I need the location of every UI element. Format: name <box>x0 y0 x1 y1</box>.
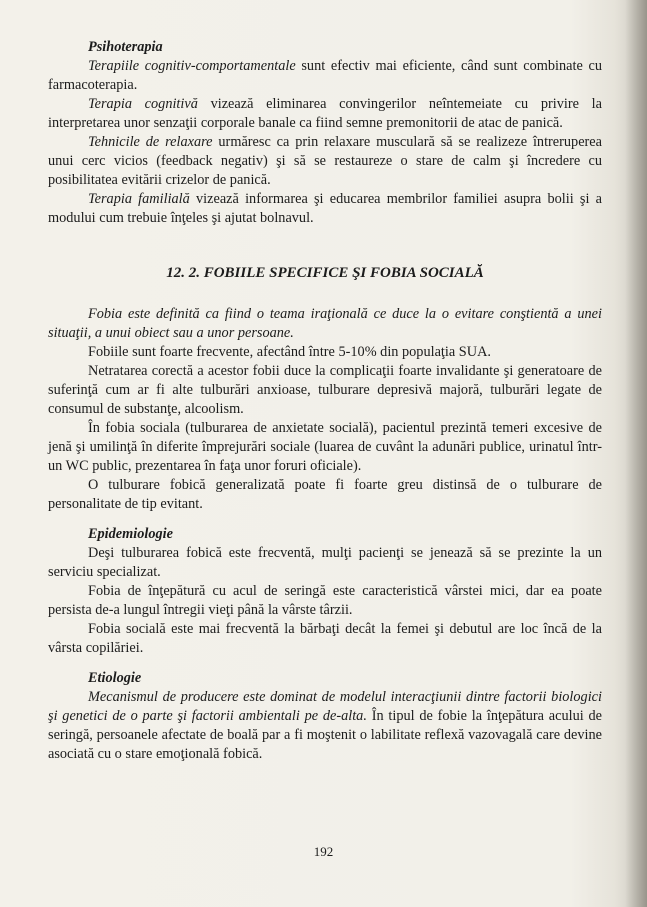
paragraph-relaxation-text: urmăresc ca prin relaxare musculară să se realizeze întreruperea unui cerc vicios (feedback negativ) şi să se restaureze o stare de calm şi încredere cu posibilitatea evitării crizelor de panică. <box>48 134 603 188</box>
etiology-mechanism: Mecanismul de producere este dominat de modelul interacţiunii dintre factorii biologici şi genetici de o parte şi factorii ambientali pe de-alta. <box>48 689 602 724</box>
page-edge-shadow <box>625 0 647 907</box>
term-family-therapy: Terapia familială <box>88 191 190 207</box>
paragraph-complications: Netratarea corectă a acestor fobii duce la complicaţii foarte invalidante şi generatoare de suferinţă cum ar fi alte tulburări anxioase, tulburare depresivă majoră, tulburări legate de consumul de substanţe, alcoolism. <box>48 363 602 417</box>
page-content <box>48 38 602 764</box>
section-title: 12. 2. FOBIILE SPECIFICE ŞI FOBIA SOCIALĂ <box>166 265 484 281</box>
paragraph-phobia-definition: Fobia este definită ca fiind o teama iraţională ce duce la o evitare conştientă a unei situaţii, a unui obiect sau a unor persoane. <box>48 306 602 341</box>
paragraph-cognitive-therapy-text: vizează eliminarea convingerilor neîntemeiate cu privire la interpretarea unor senzaţii corporale banale ca fiind semne premonitorii de atac de panică. <box>48 96 602 131</box>
paragraph-epidemiology-2: Fobia de înţepătură cu acul de seringă este caracteristică vârstei mici, dar ea poate persista de-a lungul întregii vieţi până la vârste târzii. <box>48 583 602 618</box>
paragraph-family-therapy <box>48 190 602 228</box>
paragraph-cbt <box>48 57 602 95</box>
term-relaxation: Tehnicile de relaxare <box>88 134 213 150</box>
paragraph-relaxation <box>48 133 602 190</box>
paragraph-etiology-text: În tipul de fobie la înţepătura acului de seringă, persoanele afectate de boală par a fi moştenit o labilitate reflexă vazovagală care devine asociată cu o stare emoţională fobică. <box>48 708 603 762</box>
heading-epidemiologie: Epidemiologie <box>88 526 173 542</box>
paragraph-family-therapy-text: vizează informarea şi educarea membrilor familiei asupra bolii şi a modului cum trebuie înţeles şi ajutat bolnavul. <box>48 191 603 226</box>
term-cognitive-therapy: Terapia cognitivă <box>88 96 198 112</box>
paragraph-epidemiology-1: Deşi tulburarea fobică este frecventă, mulţi pacienţi se jenează să se prezinte la un serviciu specializat. <box>48 545 602 580</box>
heading-psihoterapia: Psihoterapia <box>88 39 163 55</box>
page-number: 192 <box>313 844 334 859</box>
paragraph-social-phobia: În fobia sociala (tulburarea de anxietate socială), pacientul prezintă temeri excesive de jenă şi umilinţă în diferite împrejurări sociale (luarea de cuvânt la adunări publice, urinatul într-un WC public, prezentarea în faţa unor foruri oficiale). <box>48 420 602 474</box>
term-cbt: Terapiile cognitiv-comportamentale <box>88 58 296 74</box>
paragraph-phobia-frequency: Fobiile sunt foarte frecvente, afectând între 5-10% din populaţia SUA. <box>88 344 491 360</box>
paragraph-cognitive-therapy <box>48 95 602 133</box>
heading-etiologie: Etiologie <box>88 670 142 686</box>
paragraph-etiology <box>48 688 602 764</box>
paragraph-epidemiology-3: Fobia socială este mai frecventă la bărbaţi decât la femei şi debutul are loc încă de la vârsta copilăriei. <box>48 621 602 656</box>
paragraph-cbt-text: sunt efectiv mai eficiente, când sunt combinate cu farmacoterapia. <box>48 58 602 93</box>
paragraph-generalized-phobia: O tulburare fobică generalizată poate fi foarte greu distinsă de o tulburare de personalitate de tip evitant. <box>48 477 602 512</box>
